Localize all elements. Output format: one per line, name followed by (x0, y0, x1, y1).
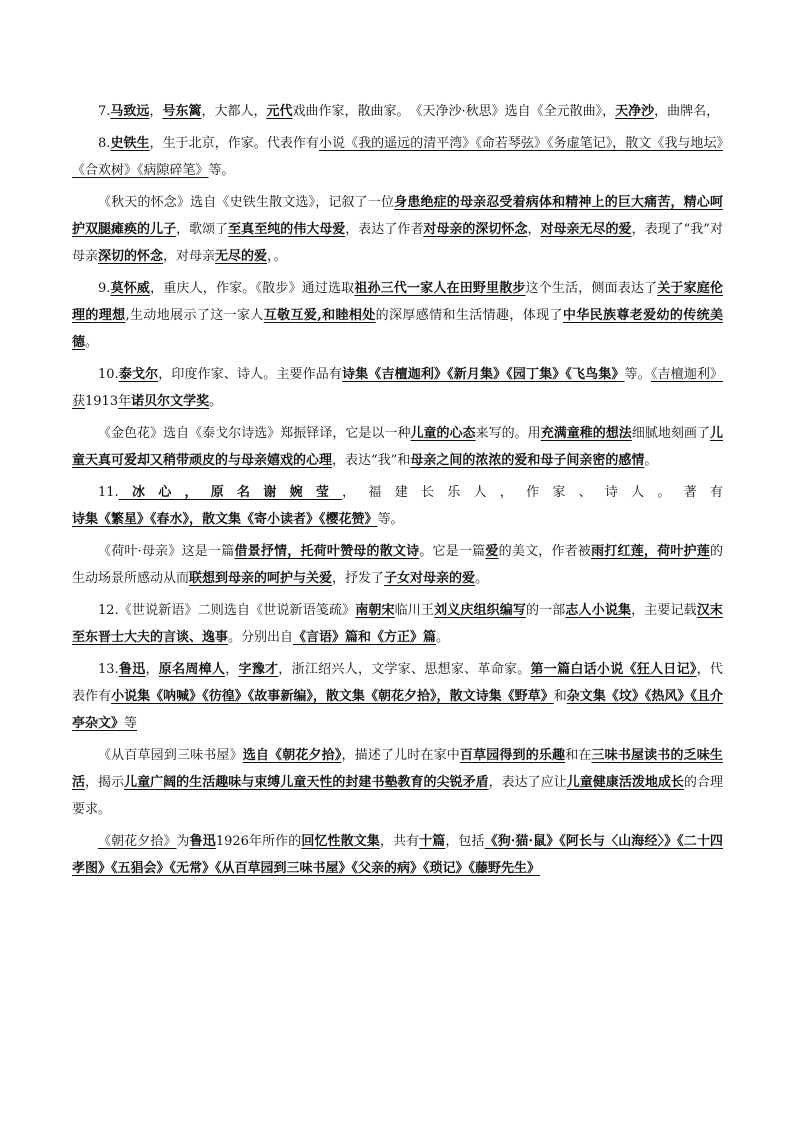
emphasized-text: 诺贝尔文学奖 (131, 394, 210, 409)
text-run: 。 (436, 630, 450, 645)
text-run: 13. (98, 662, 119, 677)
text-run: ，包括 (445, 834, 485, 849)
emphasized-text: 深切的怀念 (98, 249, 164, 264)
text-run: ，。 (267, 249, 287, 264)
text-run: ，代表作有 (72, 662, 723, 704)
emphasized-text: 莫怀威 (110, 281, 151, 296)
emphasized-text: 中华民族尊老爱幼的传统美德 (72, 308, 723, 350)
text-run: ，生于北京，作家。代表作有 (149, 136, 319, 151)
text-run: 9. (98, 281, 111, 296)
emphasized-text: 诗集《吉檀迦利》《新月集》《园丁集》《飞鸟集》 (342, 367, 625, 382)
emphasized-text: 原名周樟人 (158, 662, 226, 677)
text-run: 。 (85, 335, 99, 350)
emphasized-text: 十篇 (419, 834, 446, 849)
emphasized-text: 回忆性散文集 (301, 834, 380, 849)
text-run: 《从百草园到三味书屋》 (98, 748, 243, 763)
emphasized-text: 天净沙 (615, 104, 655, 119)
emphasized-text: 杂文集《坟》《热风》《且介亭杂文》 (72, 689, 723, 731)
emphasized-text: 元代 (266, 104, 293, 119)
paragraph (72, 742, 723, 823)
text-run: 《秋天的怀念》选自《史铁生散文选》，记叙了一位 (98, 195, 395, 210)
emphasized-text: 号东篱 (162, 104, 202, 119)
text-run: 等。 (624, 367, 651, 382)
text-run: ,生动地展示了这一家人 (125, 308, 264, 323)
text-run: 来写的。用 (475, 426, 541, 441)
text-run: ，歌颂了 (176, 222, 229, 237)
text-run: 12.《世说新语》二则选自《世说新语笺疏》 (98, 603, 356, 618)
emphasized-text: 对母亲无尽的爱 (540, 222, 632, 237)
emphasized-text: 百草园得到的乐趣 (459, 748, 566, 763)
text-run: 的一部 (526, 603, 566, 618)
text-run: ，福建长乐人，作家、诗人。著有 (342, 485, 723, 500)
emphasized-text: 儿童天真可爱却又稍带顽皮的与母亲嬉戏的心理 (72, 426, 723, 468)
emphasized-text: 关于家庭伦理的理想 (72, 281, 723, 323)
emphasized-text: 《吉檀迦利》获 (72, 367, 723, 409)
paragraph (72, 130, 723, 184)
emphasized-text: 爱 (485, 544, 499, 559)
emphasized-text: 小说集《呐喊》《彷徨》《故事新编》，散文集《朝花夕拾》，散文诗集《野草》 (111, 689, 554, 704)
emphasized-text: 儿童广阔的生活趣味与束缚儿童天性的封建书塾教育的尖锐矛盾 (124, 775, 489, 790)
emphasized-text: 选自《朝花夕拾》 (242, 748, 342, 763)
paragraph (72, 538, 723, 592)
text-run: 。分别出自 (228, 630, 294, 645)
text-run: 的美文，作者被 (498, 544, 592, 559)
document-body (72, 98, 723, 887)
text-run: 为 (176, 834, 190, 849)
paragraph (72, 420, 723, 474)
emphasized-text: 诗集《繁星》《春水》，散文集《寄小读者》《樱花赞》 (72, 512, 378, 527)
text-run: ，共有 (379, 834, 420, 849)
text-run: 1913 (85, 394, 119, 409)
text-run: 和在 (565, 748, 592, 763)
emphasized-text: 字豫才 (238, 662, 279, 677)
text-run: ， (225, 662, 239, 677)
text-run: ， (527, 222, 541, 237)
text-run: 。 (209, 394, 223, 409)
text-run: ，表达“我”和 (332, 453, 411, 468)
text-run: 临川王 (394, 603, 435, 618)
text-run: ，抒发了 (332, 571, 385, 586)
emphasized-text: 马致远 (110, 104, 150, 119)
text-run: ，主要记载 (631, 603, 697, 618)
text-run: 和 (553, 689, 567, 704)
text-run: 的深厚感情和生活情趣，体现了 (375, 308, 563, 323)
text-run: 。 (475, 571, 489, 586)
emphasized-text: 等 (124, 716, 138, 731)
text-run: ，印度作家、诗人。主要作品有 (158, 367, 343, 382)
text-run: ， (149, 104, 163, 119)
text-run: 年所作的 (248, 834, 302, 849)
emphasized-text: 《言语》篇和《方正》篇 (293, 630, 437, 645)
emphasized-text: 汉末至东晋士大夫的言谈、逸事 (72, 603, 723, 645)
paragraph (72, 828, 723, 882)
paragraph (72, 597, 723, 651)
text-run: 。 (644, 453, 658, 468)
paragraph (72, 98, 723, 125)
text-run: 的生动场景所感动从而 (72, 544, 723, 586)
text-run: ，描述了儿时在家中 (341, 748, 460, 763)
emphasized-text: 鲁迅 (189, 834, 216, 849)
emphasized-text: 对母亲的深切怀念 (423, 222, 528, 237)
emphasized-text: 第一篇白话小说《狂人日记》 (530, 662, 697, 677)
emphasized-text: 借景抒情，托荷叶赞母的散文诗 (234, 544, 420, 559)
text-run: ，浙江绍兴人，文学家、思想家、革命家。 (278, 662, 531, 677)
paragraph (72, 275, 723, 356)
text-run: ，表达了应让 (488, 775, 567, 790)
emphasized-text: 雨打红莲，荷叶护莲 (591, 544, 710, 559)
paragraph (72, 656, 723, 737)
text-run: 等。 (377, 512, 404, 527)
paragraph (72, 479, 723, 533)
emphasized-text: 充满童稚的想法 (540, 426, 632, 441)
text-run: ，表达了作者 (345, 222, 424, 237)
emphasized-text: 泰戈尔 (118, 367, 159, 382)
emphasized-text: 祖孙三代一家人在田野里散步 (354, 281, 526, 296)
text-run: 的合理要求。 (72, 775, 723, 817)
text-run: 戏曲作家，散曲家。 《天净沙·秋思》选自《全元散曲》， (292, 104, 616, 119)
text-run: ，大都人， (201, 104, 267, 119)
text-run: ，对母亲 (163, 249, 216, 264)
text-run: 。它是一篇 (419, 544, 486, 559)
emphasized-text: 史铁生 (110, 136, 150, 151)
emphasized-text: 南朝宋 (355, 603, 395, 618)
text-run: 1926 (215, 834, 249, 849)
text-run: ，揭示 (85, 775, 125, 790)
emphasized-text: 联想到母亲的呵护与关爱 (189, 571, 333, 586)
text-run: 等。 (208, 163, 235, 178)
emphasized-text: 《朝花夕拾》 (98, 834, 177, 849)
text-run: ， (145, 662, 159, 677)
emphasized-text: 身患绝症的母亲忍受着病体和精神上的巨大痛苦，精心呵护双腿瘫痪的儿子 (72, 195, 723, 237)
emphasized-text: 子女对母亲的爱 (384, 571, 476, 586)
emphasized-text: 儿童健康活泼地成长 (566, 775, 684, 790)
text-run: 7. (98, 104, 111, 119)
text-run: 8. (98, 136, 111, 151)
emphasized-text: 《狗·猫·鼠》《阿长与〈山海经〉》《二十四孝图》《五猖会》《无常》《从百草园到三味书屋》《父亲的病》《琐记》《藤野先生》 (72, 834, 723, 876)
text-run: 《荷叶·母亲》这是一篇 (98, 544, 235, 559)
text-run: ，曲牌名， (654, 104, 720, 119)
text-run: 11. (98, 485, 119, 500)
text-run: 这个生活，侧面表达了 (525, 281, 658, 296)
emphasized-text: 鲁迅 (118, 662, 146, 677)
emphasized-text: 儿童的心态 (410, 426, 476, 441)
emphasized-text: 三味书屋读书的乏味生活 (72, 748, 723, 790)
emphasized-text: 志人小说集 (565, 603, 632, 618)
emphasized-text: 小说《我的遥远的清平湾》《命若琴弦》《务虚笔记》，散文《我与地坛》《合欢树》《病隙碎笔》 (72, 136, 723, 178)
emphasized-text: 无尽的爱 (215, 249, 268, 264)
paragraph (72, 189, 723, 270)
text-run: ，表现了“我”对母亲 (72, 222, 723, 264)
emphasized-text: 冰心，原名谢婉莹 (118, 485, 343, 500)
emphasized-text: 至真至纯的伟大母爱 (228, 222, 346, 237)
emphasized-text: 母亲之间的浓浓的爱和母子间亲密的感情 (410, 453, 645, 468)
paragraph (72, 361, 723, 415)
emphasized-text: 年 (118, 394, 132, 409)
text-run: 《金色花》选自《泰戈尔诗选》郑振铎译，它是以一种 (98, 426, 411, 441)
text-run: ，重庆人，作家。《散步》通过选取 (150, 281, 355, 296)
emphasized-text: 刘义庆组织编写 (434, 603, 527, 618)
text-run: 10. (98, 367, 119, 382)
emphasized-text: 互敬互爱,和睦相处 (263, 308, 376, 323)
text-run: 细腻地刻画了 (631, 426, 710, 441)
